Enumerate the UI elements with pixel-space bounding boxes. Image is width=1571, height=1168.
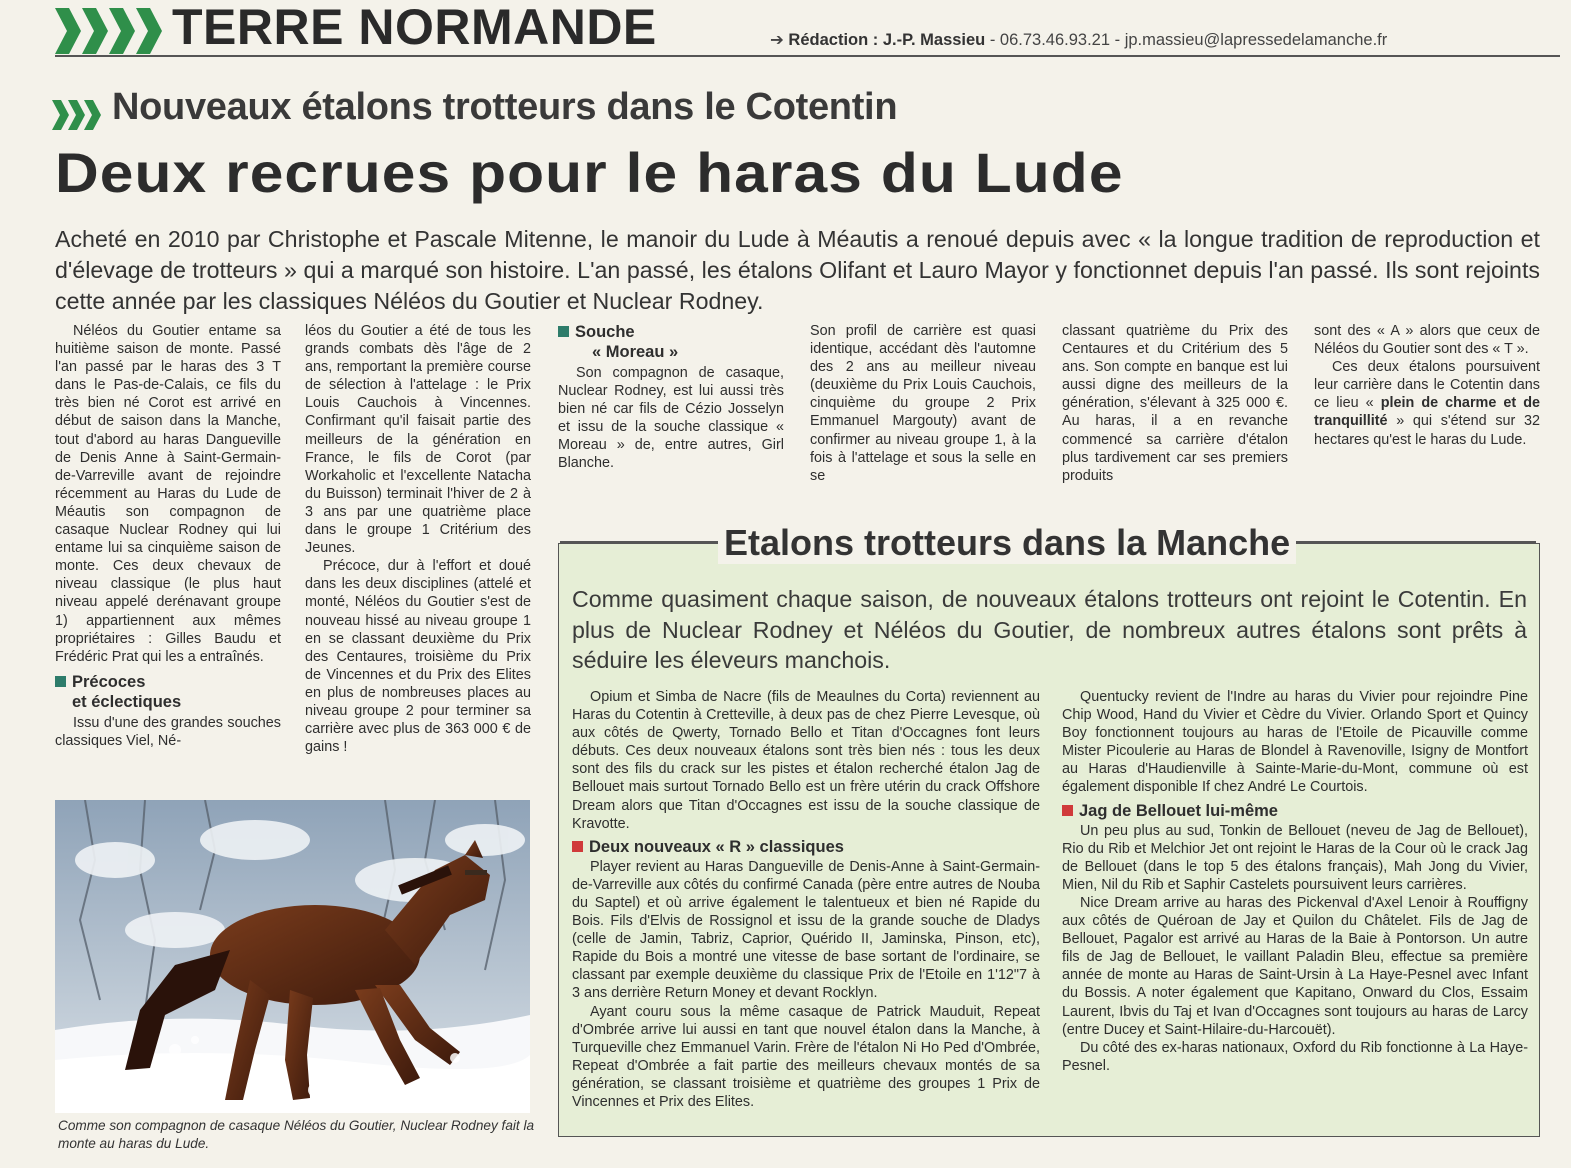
editor-name: Rédaction : J.-P. Massieu — [788, 31, 986, 49]
subhead-line: Souche — [575, 323, 635, 341]
text-run: » qui s'étend sur 32 hectares qu'est le haras du Lude. — [1314, 413, 1540, 448]
article-column-5 — [1062, 322, 1288, 485]
section-square-icon — [55, 676, 66, 687]
article-column-2 — [305, 322, 531, 756]
paragraph: Opium et Simba de Nacre (fils de Meaulnes du Corta) reviennent au Haras du Cotentin à Cretteville, à deux pas de chez Pierre Levesque, où aux côtés de Qwerty, Tornado Bello et Titan d'Occagnes font leurs débuts. Ces deux nouveaux étalons sont très bien nés : tous les deux sont des fils du crack sur les pistes et étalon recherché étalon Jag de Bellouet mais surtout Tornado Bello est un frère utérin du crack Offshore Dream alors que Titan d'Occagnes est issu de la souche classique de Kravotte. — [572, 689, 1040, 832]
subhead-line: Précoces — [72, 672, 146, 691]
article-column-6 — [1314, 322, 1540, 449]
paragraph: Néléos du Goutier entame sa huitième saison de monte. Passé l'an passé par le haras des 3 T dans le Pas-de-Calais, ce fils du très bien né Corot est arrivé en début de saison dans la Manche, tout d'abord au haras Dangueville de Denis Anne à Saint-Germain-de-Varreville avant de rejoindre récemment au Haras du Lude de Méautis son compagnon de casaque Nuclear Rodney qui lui entame lui sa cinquième saison de monte. Ces deux chevaux de niveau classique (le plus haut niveau appelé derénavant groupe 1) appartiennent aux mêmes propriétaires : Gilles Baudu et Frédéric Prat qui les a entraînés. — [55, 323, 281, 665]
photo-caption: Comme son compagnon de casaque Néléos du Goutier, Nuclear Rodney fait la monte au haras du Lude. — [58, 1118, 535, 1151]
paragraph: Nice Dream arrive au haras des Pickenval d'Axel Lenoir à Rouffigny aux côtés de Quéroan de Jay et Quilon du Châtelet. Fils de Jag de Bellouet, Pagalor est arrivé au Haras de la Baie à Pontorson. Un autre fils de Jag de Bellouet, le vaillant Paladin Bleu, effectue sa première année de monte au Haras de Saint-Ursin à La Haye-Pesnel avec Infant du Bossis. A noter également que Kapitano, Onward du Clos, Essaim Laurent, Ibvis du Taj et Ivan d'Occagnes sont toujours au haras de Larcy (entre Ducey et Saint-Hilaire-du-Harcouët). — [1062, 894, 1528, 1038]
rubric-title: TERRE NORMANDE — [172, 0, 657, 55]
horse-photo — [55, 800, 530, 1113]
rubric-chevrons-icon — [55, 8, 165, 54]
section-square-icon — [1062, 805, 1073, 816]
paragraph: Précoce, dur à l'effort et doué dans les deux disciplines (attelé et monté, Néléos du Goutier s'est de nouveau hissé au niveau groupe 1 en se classant deuxième du Prix des Centaures, troisième du Prix de Vincennes et du Prix des Elites en plus de nombreuses places au niveau groupe 2 pour terminer sa carrière avec plus de 363 000 € de gains ! — [305, 558, 531, 756]
subhead-souche — [558, 322, 784, 362]
subhead-jag — [1062, 801, 1528, 821]
paragraph — [1314, 358, 1540, 448]
subhead-line: « Moreau » — [592, 343, 679, 361]
subhead-line: Jag de Bellouet lui-même — [1079, 801, 1278, 820]
box-standfirst: Comme quasiment chaque saison, de nouveaux étalons trotteurs ont rejoint le Cotentin. En plus de Nuclear Rodney et Néléos du Goutier, de nombreux autres étalons sont prêts à séduire les éleveurs manchois. — [572, 586, 1527, 673]
paragraph: Son compagnon de casaque, Nuclear Rodney, est lui aussi très bien né car fils de Cézio Josselyn et issu de la souche classique « Moreau » de, entre autres, Girl Blanche. — [558, 365, 784, 472]
paragraph: classant quatrième du Prix des Centaures et du Critérium des 5 ans. Son compte en banque est lui aussi digne des meilleurs de la génération, s'élevant à 325 000 €. Au haras, il a en revanche commencé sa carrière d'étalon plus tardivement car ses premiers produits — [1062, 323, 1288, 484]
paragraph: Ayant couru sous la même casaque de Patrick Mauduit, Repeat d'Ombrée arrive lui aussi en tant que nouvel étalon dans la Manche, à Turqueville chez Emmanuel Varin. Frère de l'étalon Ni Ho Ped d'Ombrée, Repeat d'Ombrée a fait partie des meilleurs chevaux montés de sa génération, se classant troisième et quatrième des groupes 1 Prix de Vincennes et Prix des Elites. — [572, 1003, 1040, 1110]
article-kicker: Nouveaux étalons trotteurs dans le Cotentin — [112, 86, 898, 128]
paragraph: sont des « A » alors que ceux de Néléos du Goutier sont des « T ». — [1314, 323, 1540, 358]
box-column-right — [1062, 688, 1528, 1075]
section-square-icon — [558, 326, 569, 337]
article-column-4 — [810, 322, 1036, 485]
text-run-bold: plein de charme et de tranquillité — [1314, 395, 1540, 430]
paragraph: Issu d'une des grandes souches classiques Viel, Né- — [55, 714, 281, 749]
paragraph: Son profil de carrière est quasi identique, accédant dès l'automne des 2 ans au meilleur niveau (deuxième du Prix Louis Cauchois, cinquième du groupe 2 Prix Emmanuel Margouty) avant de confirmer au niveau groupe 1, à la fois à l'attelage et sous la selle en se — [810, 323, 1036, 484]
paragraph: Quentucky revient de l'Indre au haras du Vivier pour rejoindre Pine Chip Wood, Hand du Vivier et Cèdre du Vivier. Orlando Sport et Quincy Boy fonctionnent toujours au haras de l'Etoile de Picauville comme Mister Picoulerie au Haras de Blondel à Ravenoville, Isigny de Montfort au Haras d'Haudienville à Sainte-Marie-du-Mont, commune où est également disponible If chez André Le Courtois. — [1062, 689, 1528, 796]
box-column-left — [572, 688, 1040, 1111]
article-column-1 — [55, 322, 281, 750]
subhead-line: Deux nouveaux « R » classiques — [589, 837, 844, 856]
text-run: Ces deux étalons poursuivent leur carrière dans le Cotentin dans ce lieu « — [1314, 359, 1540, 412]
paragraph: Player revient au Haras Dangueville de Denis-Anne à Saint-Germain-de-Varreville aux côtés du confirmé Canada (père entre autres de Nouba du Saptel) et où arrive également le talentueux et bien né Rapide du Bois. Fils d'Elvis de Rossignol et issu de la grande souche de Dladys (celle de Jamin, Tabriz, Caprior, Quérido II, Jaminska, Pinson, etc), Rapide du Bois a montré une vitesse de base sortant de l'ordinaire, se classant par exemple deuxième du classique Prix de l'Etoile en 1'12"7 à 3 ans derrière Return Money et devant Rocklyn. — [572, 858, 1040, 1002]
article-column-3 — [558, 322, 784, 473]
section-square-icon — [572, 841, 583, 852]
kicker-chevrons-icon — [52, 100, 102, 130]
editor-credit — [770, 30, 1387, 50]
subhead-deux-nouveaux — [572, 837, 1040, 857]
article-title: Deux recrues pour le haras du Lude — [55, 141, 1124, 204]
article-standfirst: Acheté en 2010 par Christophe et Pascale Mitenne, le manoir du Lude à Méautis a renoué depuis avec « la longue tradition de reproduction et d'élevage de trotteurs » qui a marqué son histoire. L'an passé, les étalons Olifant et Lauro Mayor y fonctionnet depuis l'an passé. Ils sont rejoints cette année par les classiques Néléos du Goutier et Nuclear Rodney. — [55, 226, 1540, 314]
horse-in-snow-illustration — [55, 800, 530, 1113]
box-title: Etalons trotteurs dans la Manche — [718, 522, 1296, 564]
subhead-precoces — [55, 672, 281, 712]
arrow-icon: ➔ — [770, 31, 784, 49]
subhead-line: et éclectiques — [72, 692, 182, 711]
paragraph: Un peu plus au sud, Tonkin de Bellouet (neveu de Jag de Bellouet), Rio du Rib et Melchior Jet ont rejoint le Haras de la Cour où le crack Jag de Bellouet (dans le top 5 des étalons français), Mah Jong du Vivier, Mien, Nil du Rib et Saphir Castelets poursuivent leurs carrières. — [1062, 822, 1528, 893]
editor-contact: - 06.73.46.93.21 - jp.massieu@lapressedelamanche.fr — [985, 31, 1388, 49]
header-rule — [55, 55, 1560, 57]
paragraph: léos du Goutier a été de tous les grands combats dès l'âge de 2 ans, remportant la première course de sélection à l'attelage : le Prix Louis Cauchois à Vincennes. Confirmant qu'il faisait partie des meilleurs de la génération en France, le fils de Corot (par Workaholic et l'excellente Natacha du Buisson) terminait l'hiver de 2 à 3 ans par une quatrième place dans le groupe 1 Critérium des Jeunes. — [305, 323, 531, 557]
paragraph: Du côté des ex-haras nationaux, Oxford du Rib fonctionne à La Haye-Pesnel. — [1062, 1039, 1528, 1074]
